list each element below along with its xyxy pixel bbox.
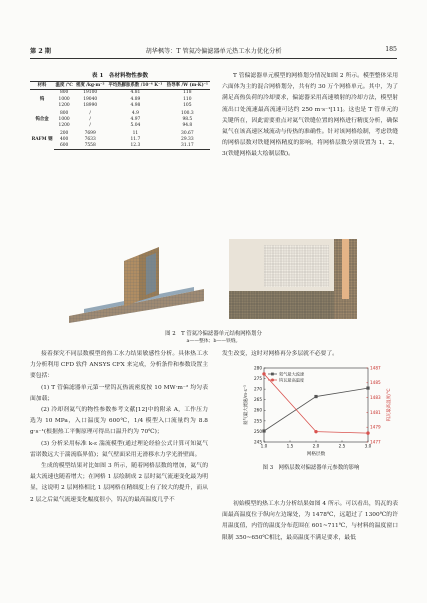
data-point [366,386,369,389]
figure2-subcaption: a——整体；b——铁缝。 [186,339,241,344]
table-cell: 1200 [58,123,70,128]
mesh-figure [64,231,364,326]
mesh-overall [69,247,204,323]
y-left-tick-label: 255 [254,418,262,424]
x-tick-label: 1.5 [286,443,294,449]
x-tick-label: 2.0 [312,443,320,449]
table-cell: 31.17 [165,143,210,150]
legend-label: 钨瓦最高温度 [279,377,305,383]
mesh-detail [229,239,357,319]
chart-figure3 [222,362,400,458]
table-cell: 600 [54,143,74,150]
table-cell: 200 [59,130,69,136]
data-point [262,372,265,375]
y-left-tick-label: 265 [254,397,262,403]
col-header: 平均热膨胀系数 /10⁻⁶ K⁻¹ [106,82,165,90]
left-column [30,349,208,506]
y-right-tick-label: 1477 [370,439,381,445]
issue-number: 第 2 期 [30,48,51,55]
data-point [262,429,265,432]
data-point [366,431,369,434]
table-cell: 19100 [83,90,98,96]
right-column-bottom [222,499,398,544]
y-left-axis-label: 氦气最大流速/m·s⁻¹ [244,385,249,425]
y-right-tick-label: 1483 [370,395,381,400]
paragraph: 生成的模型结果对比如图 3 所示，随着网格层数的增加，氦气的最大流速也随着增大；在网格 1 层绘制成 2 层时氦气流速变化最为明显，这说明 2 层网格相比 1 层网格在精细度上有了较大的提升，而从 2 层之后氦气流速变化幅度很小，钨瓦的最高温度几乎不 [30,463,208,503]
table-row [30,143,210,150]
data-point [314,395,317,398]
mesh-illustration [64,231,364,326]
x-tick-label: 1.0 [260,443,268,449]
table-cell: 4.9 [131,110,139,116]
table-cell: 800 [59,90,69,96]
right-column-mid: 发生改变，这时对网格再分多层就不必要了。 [222,351,338,357]
page-header [30,44,397,59]
table-caption: 表 1 各材料物性参数 [91,73,149,79]
table-cell: 11 [132,130,139,136]
material-cell: 钨合金 [35,116,49,122]
legend-marker [271,379,274,382]
table-cell: 110 [183,96,192,102]
page-number: 185 [385,46,397,53]
table-cell: 4.97 [130,116,141,122]
table-cell: 400 [59,137,69,143]
y-right-tick-label: 1479 [370,424,381,430]
table-cell: 7699 [84,130,96,136]
table-row [30,129,210,137]
y-right-axis-label: 钨瓦最高温度/℃ [387,388,392,422]
col-header: 热导率 /W (m·K)⁻¹ [165,82,210,90]
table-cell: 19040 [83,96,98,102]
y-left-tick-label: 275 [254,375,262,381]
table-cell: 11.7 [130,137,141,143]
table-cell: 7558 [74,143,106,150]
table-cell: / [89,123,91,128]
table-cell: 800 [59,110,69,116]
legend-marker [271,373,274,376]
y-left-tick-label: 245 [254,439,262,445]
y-left-tick-label: 250 [254,428,262,434]
series-line-0 [264,388,368,431]
table-cell: 4.98 [130,102,141,108]
table-cell: 4.81 [130,90,141,96]
table-cell: / [89,116,91,122]
x-tick-label: 3.0 [364,443,372,449]
table-cell: 30.67 [181,130,194,136]
y-left-tick-label: 270 [254,386,262,392]
figure2-caption: 图 2 T 管氦冷偏滤器单元结构网格划分 [165,331,262,337]
paragraph: (1) T 管偏滤器单元第一壁钨瓦热流密度按 10 MW·m⁻² 均匀表面加载； [30,384,208,402]
table-cell: 98.5 [182,116,193,122]
paragraph: T 管偏滤器单元模型的网格划分情况如图 2 所示。模型整体采用六面体为主的混合网格划分，共有约 30 万个网格单元。其中，为了满足高热负荷的冷却要求，偏滤器采用高速喷射的冷却方法，模型射流出口处流速最高流速可达约 250 m·s⁻¹[11]。这也是 T 管单元的关键所在，因此需要重点对氦气铁缝位置的网格进行精度分析，确保氦气在该高速区域流动与传热的准确性。针对该网格绘制，考虑铁缝的网格层数对铁缝网格精度的影响，将网格层数分别设置为 1、2、3(铁缝网格最大绘制层数)。 [222,73,398,158]
paragraph: (3) 分析采用标准 k-ε 湍流模型(通过理论经验公式计算可知氦气雷诺数远大于湍流临界值)；氦气壁面采用无滑移水力学光滑壁面。 [30,440,208,458]
y-right-tick-label: 1481 [370,409,381,415]
table-cell: 94.8 [182,123,193,128]
paragraph: (2) 冷却剂氦气的物性参数参考文献[12]中的附录 A，工作压力选为 10 MPa，入口温度为 600℃，1/4 模型入口流量约为 8.8 g·s⁻¹(根据热工平衡原理可得出口温升约为 70℃)； [30,407,208,436]
y-right-tick-label: 1487 [370,365,381,371]
figure3-caption: 图 3 网格层数对偏滤器单元参数的影响 [262,465,360,471]
series-line-1 [264,374,368,433]
line-chart [222,362,400,458]
table-cell: / [89,110,91,116]
paragraph: 接着探究不同层数模型的热工水力结果敏感性分析。具体热工水力分析利用 CFD 软件 ANSYS CFX 来完成，分析条件和参数设置主要包括： [30,351,208,380]
table-cell: 4.89 [130,96,141,102]
legend-label: 氦气最大流速 [279,371,305,377]
table-cell: 18990 [83,102,98,108]
x-tick-label: 2.5 [338,443,346,449]
table-cell: 7633 [84,137,96,143]
table-cell: 5.04 [130,123,141,128]
table-cell: 29.33 [181,137,194,143]
col-header: 材料 [30,82,54,90]
table-row [30,109,210,117]
running-title: 胡华枫等：T 管氦冷偏滤器单元热工水力优化分析 [145,48,282,55]
table-cell: 1000 [58,116,70,122]
data-point [314,430,317,433]
col-header: 密度 /kg·m⁻³ [75,83,105,88]
paragraph: 初始模型的热工水力分析结果如图 4 所示。可以看出，钨瓦的表面最高温度位于纵向左边缘处，为 1478℃，远超过了 1300℃的许用温度值，内管的温度分布范围在 601~711℃，与材料的温度窗口限制 350~650℃相比，最高温度不满足要求，最低 [222,501,398,541]
material-cell: 钨 [39,96,45,102]
right-column-top [222,71,398,161]
table-cell: 105 [183,102,192,108]
y-right-tick-label: 1485 [370,380,381,386]
table-cell: 1000 [58,96,70,102]
table-cell: 100.3 [181,110,194,116]
table-cell: 1200 [58,102,70,108]
col-header: 温度 /℃ [55,83,73,88]
table-row [30,90,210,97]
table-cell: 12.3 [106,143,165,150]
table-cell: 118 [183,90,192,96]
y-left-tick-label: 260 [254,407,262,413]
x-axis-label: 网格层数 [306,452,326,457]
y-left-tick-label: 280 [254,365,262,371]
material-cell: RAFM 钢 [31,137,53,143]
material-properties-table [30,81,210,150]
